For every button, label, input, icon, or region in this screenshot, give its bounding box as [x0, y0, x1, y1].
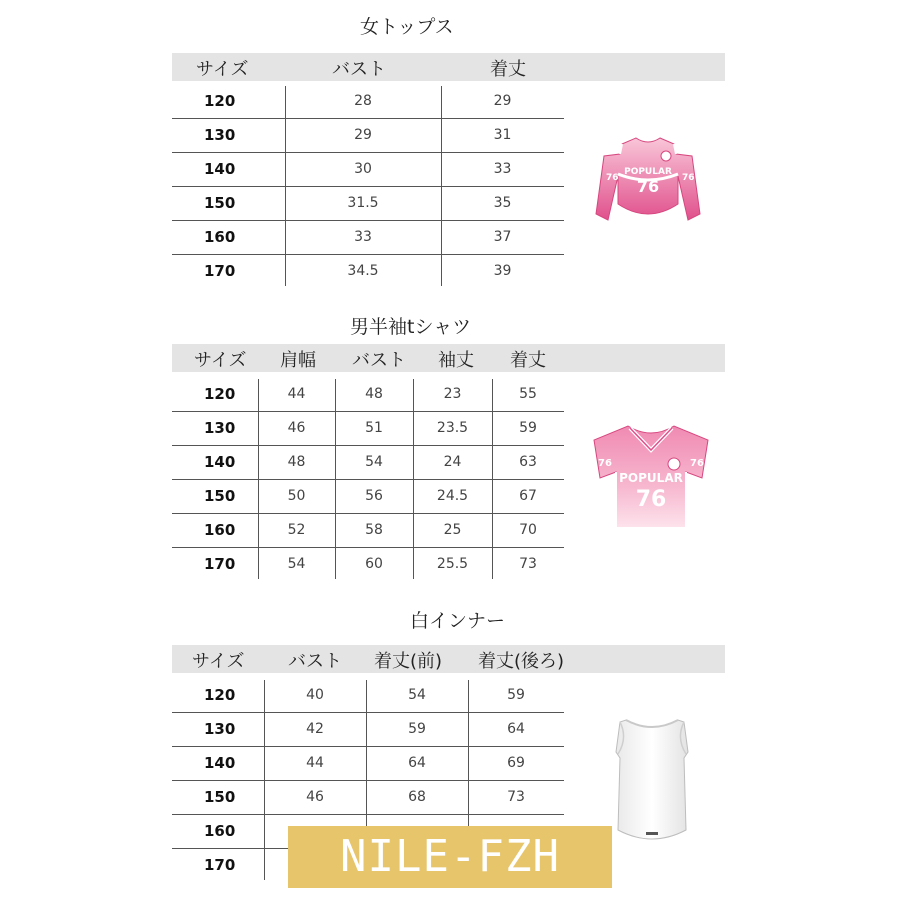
table3-header-size: サイズ	[192, 651, 245, 672]
table-row	[172, 254, 564, 288]
table1-bust-cell: 30	[354, 161, 372, 177]
table-row	[172, 186, 564, 221]
sleeve-number: 76	[606, 173, 619, 183]
table3-bust-cell: 42	[306, 721, 324, 737]
white-tank-inner-image	[604, 712, 700, 850]
table2-sleeve-cell: 24	[443, 454, 462, 470]
table2-shoulder-cell: 52	[287, 522, 306, 538]
top-print-text: POPULAR	[624, 167, 672, 177]
table-row	[172, 746, 564, 781]
table2-header-size: サイズ	[194, 350, 247, 371]
watermark-banner: NILE-FZH	[288, 826, 612, 888]
sleeve-number: 76	[598, 458, 612, 469]
table2-title: 男半袖tシャツ	[350, 316, 472, 338]
table1-header	[172, 53, 725, 81]
table-row	[172, 377, 564, 412]
table3-length-back-cell: 73	[507, 789, 525, 805]
table3-length-front-cell: 64	[408, 755, 426, 771]
table3-length-front-cell: 68	[408, 789, 426, 805]
table3-title: 白インナー	[410, 610, 506, 632]
table1-header-size: サイズ	[196, 59, 249, 80]
table2-length-cell: 73	[519, 556, 537, 572]
table3-header-length-front: 着丈(前)	[374, 651, 443, 672]
table2-shoulder-cell: 54	[287, 556, 306, 572]
table2-shoulder-cell: 44	[287, 386, 306, 402]
table1-length-cell: 29	[493, 93, 512, 109]
table1-bust-cell: 33	[354, 229, 372, 245]
sleeve-number: 76	[682, 173, 695, 183]
table-row	[172, 445, 564, 480]
table2-bust-cell: 56	[365, 488, 383, 504]
table3-length-back-cell: 69	[507, 755, 525, 771]
table1-size-cell: 170	[204, 262, 236, 280]
table2-shoulder-cell: 48	[287, 454, 306, 470]
table2-sleeve-cell: 23	[443, 386, 462, 402]
table2-length-cell: 55	[519, 386, 537, 402]
table1-bust-cell: 29	[354, 127, 372, 143]
table2-shoulder-cell: 46	[287, 420, 306, 436]
table-row	[172, 678, 564, 713]
table2-bust-cell: 48	[365, 386, 383, 402]
table-row	[172, 780, 564, 815]
table3-bust-cell: 40	[306, 687, 324, 703]
table2-header-bust: バスト	[352, 350, 406, 371]
table-row	[172, 152, 564, 187]
table3-size-cell: 150	[204, 788, 236, 806]
table-row	[172, 479, 564, 514]
table3-length-back-cell: 59	[507, 687, 525, 703]
table2-header-shoulder: 肩幅	[280, 350, 316, 371]
table1-header-length: 着丈	[490, 59, 526, 80]
table1-bust-cell: 28	[354, 93, 372, 109]
table1-title: 女トップス	[360, 16, 454, 38]
pink-cropped-top-image	[592, 134, 704, 230]
table3-length-front-cell: 54	[408, 687, 426, 703]
table3-length-front-cell: 59	[408, 721, 426, 737]
pink-tshirt-image	[588, 420, 714, 536]
table2-header-sleeve: 袖丈	[438, 350, 474, 371]
table2-size-cell: 120	[204, 385, 236, 403]
table3-header-bust: バスト	[288, 651, 342, 672]
table1-length-cell: 39	[493, 263, 512, 279]
table-row	[172, 411, 564, 446]
table2-length-cell: 70	[519, 522, 537, 538]
table1-size-cell: 140	[204, 160, 236, 178]
table3-bust-cell: 46	[306, 789, 324, 805]
table2-length-cell: 63	[519, 454, 537, 470]
table2-sleeve-cell: 25.5	[436, 556, 469, 572]
table-row	[172, 513, 564, 548]
table1-size-cell: 160	[204, 228, 236, 246]
table2-length-cell: 59	[519, 420, 537, 436]
table2-size-cell: 130	[204, 419, 236, 437]
tshirt-print-text: POPULAR	[619, 471, 683, 485]
top-print-number: 76	[636, 177, 660, 196]
table3-header-length-back: 着丈(後ろ)	[478, 651, 565, 672]
table1-header-bust: バスト	[332, 59, 386, 80]
table1-bust-cell: 34.5	[347, 263, 379, 279]
table2-size-cell: 150	[204, 487, 236, 505]
table2-sleeve-cell: 23.5	[436, 420, 469, 436]
table3-size-cell: 160	[204, 822, 236, 840]
table2-header	[172, 344, 725, 372]
table-row	[172, 84, 564, 119]
table2-sleeve-cell: 24.5	[436, 488, 469, 504]
table1-length-cell: 33	[493, 161, 512, 177]
table2-shoulder-cell: 50	[287, 488, 306, 504]
tshirt-print-number: 76	[635, 487, 667, 512]
table2-size-cell: 140	[204, 453, 236, 471]
table2-bust-cell: 58	[365, 522, 383, 538]
table2-bust-cell: 54	[365, 454, 383, 470]
table3-size-cell: 130	[204, 720, 236, 738]
table2-size-cell: 160	[204, 521, 236, 539]
table-row	[172, 220, 564, 255]
table3-bust-cell: 44	[306, 755, 324, 771]
table1-size-cell: 130	[204, 126, 236, 144]
table1-bust-cell: 31.5	[347, 195, 379, 211]
sleeve-number: 76	[690, 458, 704, 469]
table1-size-cell: 150	[204, 194, 236, 212]
table1-length-cell: 35	[493, 195, 512, 211]
table-row	[172, 712, 564, 747]
table2-length-cell: 67	[519, 488, 537, 504]
table-row	[172, 118, 564, 153]
table2-bust-cell: 51	[365, 420, 383, 436]
table3-length-back-cell: 64	[507, 721, 525, 737]
table3-size-cell: 170	[204, 856, 236, 874]
table1-length-cell: 31	[493, 127, 512, 143]
table1-size-cell: 120	[204, 92, 236, 110]
table3-size-cell: 120	[204, 686, 236, 704]
table1-length-cell: 37	[493, 229, 512, 245]
table-row	[172, 547, 564, 581]
table2-bust-cell: 60	[365, 556, 383, 572]
table1-body	[172, 84, 564, 288]
table2-sleeve-cell: 25	[443, 522, 462, 538]
table2-size-cell: 170	[204, 555, 236, 573]
table2-header-length: 着丈	[510, 350, 546, 371]
table2-body	[172, 377, 564, 581]
table3-header	[172, 645, 725, 673]
table3-size-cell: 140	[204, 754, 236, 772]
